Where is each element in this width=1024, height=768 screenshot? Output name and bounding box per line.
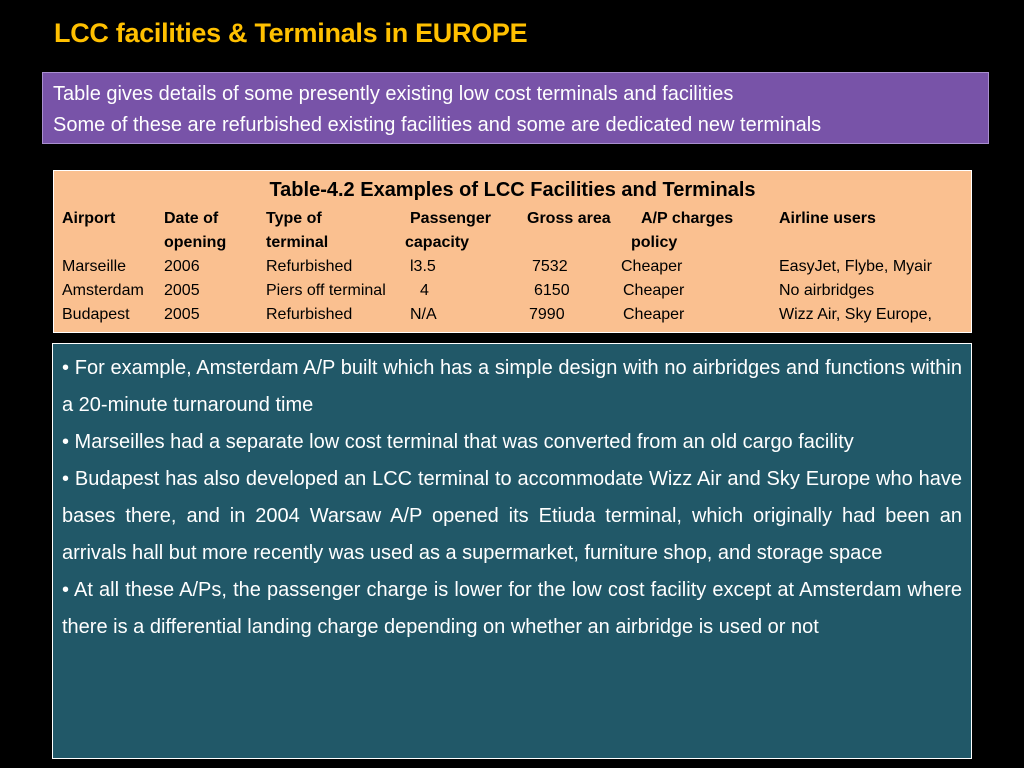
table-cell: Piers off terminal xyxy=(266,282,386,299)
table-cell: Budapest xyxy=(62,306,130,323)
table-cell: 2005 xyxy=(164,282,200,299)
table-cell: Cheaper xyxy=(621,258,683,275)
bullet-item: • For example, Amsterdam A/P built which has a simple design with no airbridges and functions within a 20-minute turnaround time xyxy=(62,357,962,416)
header-airline-users: Airline users xyxy=(779,210,876,227)
table-cell: Wizz Air, Sky Europe, xyxy=(779,306,932,323)
lcc-table xyxy=(53,170,972,333)
bullet-item: • Budapest has also developed an LCC terminal to accommodate Wizz Air and Sky Europe who have bases there, and in 2004 Warsaw A/P opened its Etiuda terminal, which originally had been an arrivals hall but more recently was used as a supermarket, furniture shop, and storage space xyxy=(62,468,962,564)
table-cell: 7990 xyxy=(529,306,565,323)
table-cell: 2005 xyxy=(164,306,200,323)
table-cell: 2006 xyxy=(164,258,200,275)
table-cell: 6150 xyxy=(534,282,570,299)
header-gross-area: Gross area xyxy=(527,210,611,227)
table-cell: Marseille xyxy=(62,258,127,275)
table-cell: 7532 xyxy=(532,258,568,275)
bullets-box xyxy=(52,343,972,759)
intro-box xyxy=(42,72,989,144)
table-cell: Refurbished xyxy=(266,306,353,323)
header-date: Date of xyxy=(164,210,219,227)
header-ap-charges-2: policy xyxy=(631,234,678,251)
bullet-item: • At all these A/Ps, the passenger charge is lower for the low cost facility except at Amsterdam where there is a differential landing charge depending on whether an airbridge is used or not xyxy=(62,579,962,638)
header-type-2: terminal xyxy=(266,234,329,251)
table-cell: 4 xyxy=(420,282,429,299)
table-cell: EasyJet, Flybe, Myair xyxy=(779,258,932,275)
intro-line-2: Some of these are refurbished existing facilities and some are dedicated new terminals xyxy=(53,114,822,136)
table-cell: Cheaper xyxy=(623,306,685,323)
intro-line-1: Table gives details of some presently existing low cost terminals and facilities xyxy=(53,83,734,105)
bullet-item: • Marseilles had a separate low cost terminal that was converted from an old cargo facility xyxy=(62,431,854,453)
table-cell: Cheaper xyxy=(623,282,685,299)
slide-title: LCC facilities & Terminals in EUROPE xyxy=(54,18,528,48)
table-cell: No airbridges xyxy=(779,282,875,299)
header-airport: Airport xyxy=(62,210,116,227)
table-cell: N/A xyxy=(410,306,437,323)
table-cell: Amsterdam xyxy=(62,282,144,299)
header-ap-charges: A/P charges xyxy=(641,210,734,227)
header-passenger-2: capacity xyxy=(405,234,470,251)
header-date-2: opening xyxy=(164,234,227,251)
table-cell: Refurbished xyxy=(266,258,353,275)
header-passenger: Passenger xyxy=(410,210,491,227)
table-cell: l3.5 xyxy=(410,258,436,275)
table-caption: Table-4.2 Examples of LCC Facilities and Terminals xyxy=(269,179,756,201)
header-type: Type of xyxy=(266,210,322,227)
